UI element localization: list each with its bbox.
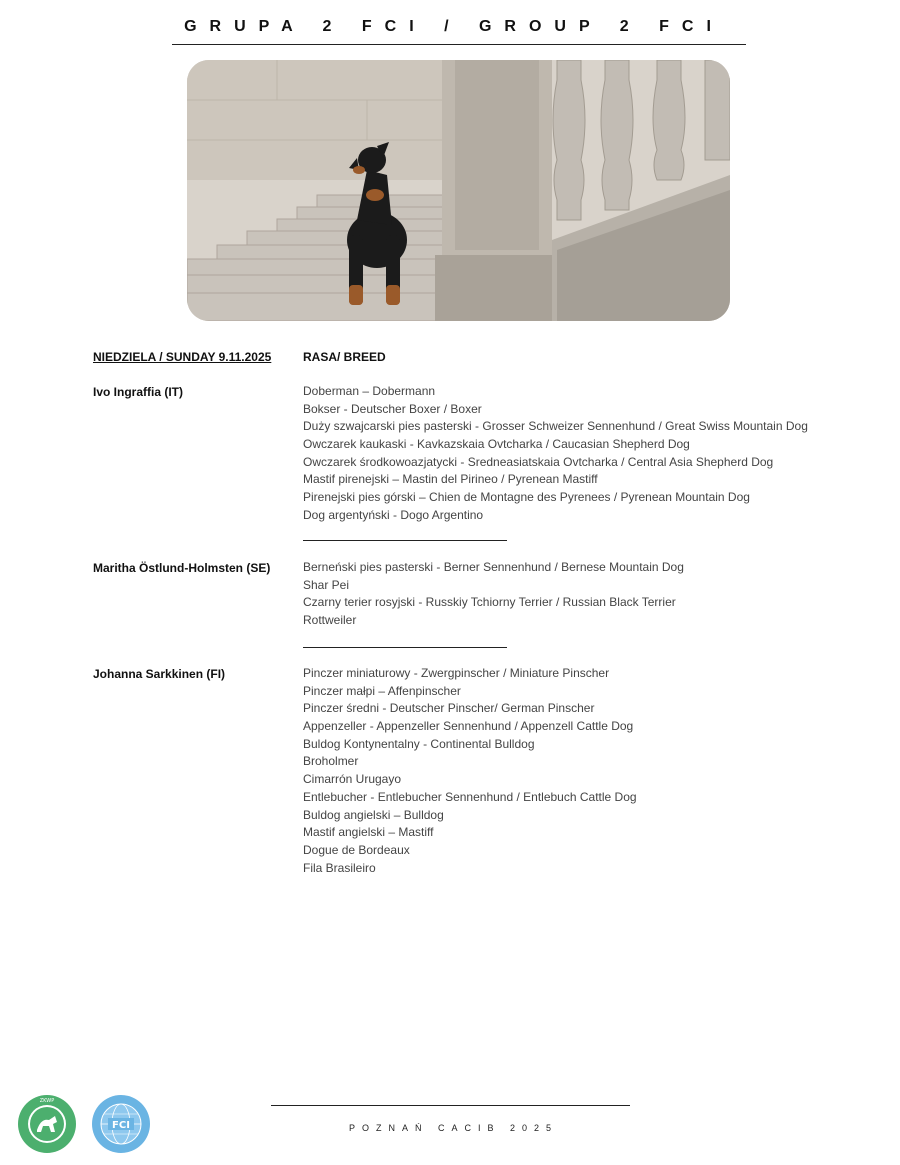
breed-item: Doberman – Dobermann xyxy=(303,384,436,398)
breed-item: Pinczer małpi – Affenpinscher xyxy=(303,683,461,698)
breed-item: Pinczer miniaturowy - Zwergpinscher / Miniature Pinscher xyxy=(303,666,610,680)
judge-name: Johanna Sarkkinen (FI) xyxy=(93,667,226,681)
breed-item: Czarny terier rosyjski - Russkiy Tchiorny Terrier / Russian Black Terrier xyxy=(303,595,676,610)
breed-item: Cimarrón Urugayo xyxy=(303,772,402,787)
breed-item: Pirenejski pies górski – Chien de Montagne des Pyrenees / Pyrenean Mountain Dog xyxy=(303,490,750,505)
breed-item: Dog argentyński - Dogo Argentino xyxy=(303,507,484,522)
breed-item: Shar Pei xyxy=(303,577,350,592)
section-divider xyxy=(303,647,507,648)
section-divider xyxy=(303,540,507,541)
doberman-photo xyxy=(187,60,730,321)
breed-item: Broholmer xyxy=(303,754,359,769)
judge-name: Ivo Ingraffia (IT) xyxy=(93,385,183,399)
page-title: GRUPA 2 FCI / GROUP 2 FCI xyxy=(184,18,724,35)
footer-rule xyxy=(271,1105,630,1106)
breed-item: Fila Brasileiro xyxy=(303,860,376,875)
schedule-date: NIEDZIELA / SUNDAY 9.11.2025 xyxy=(93,350,272,364)
title-underline xyxy=(172,44,746,45)
breed-list xyxy=(303,665,637,877)
breed-item: Owczarek środkowoazjatycki - Sredneasiatskaia Ovtcharka / Central Asia Shepherd Dog xyxy=(303,454,774,469)
breed-item: Pinczer średni - Deutscher Pinscher/ German Pinscher xyxy=(303,701,595,716)
breed-item: Appenzeller - Appenzeller Sennenhund / Appenzell Cattle Dog xyxy=(303,719,634,734)
breed-item: Buldog angielski – Bulldog xyxy=(303,807,444,822)
breed-list xyxy=(303,383,808,525)
breed-item: Owczarek kaukaski - Kavkazskaia Ovtcharka / Caucasian Shepherd Dog xyxy=(303,437,690,452)
footer-text: POZNAŃ CACIB 2025 xyxy=(348,1123,559,1133)
breed-item: Rottweiler xyxy=(303,613,357,628)
breed-item: Mastif angielski – Mastiff xyxy=(303,825,434,840)
svg-text:ZKWP: ZKWP xyxy=(39,1098,55,1104)
fci-logo-text: FCI xyxy=(112,1120,130,1131)
breed-list xyxy=(303,559,684,630)
breed-item: Berneński pies pasterski - Berner Sennenhund / Bernese Mountain Dog xyxy=(303,560,684,574)
breed-item: Mastif pirenejski – Mastin del Pirineo / Pyrenean Mastiff xyxy=(303,472,598,487)
breed-item: Bokser - Deutscher Boxer / Boxer xyxy=(303,401,482,416)
judge-name: Maritha Östlund-Holmsten (SE) xyxy=(93,561,271,575)
breed-item: Dogue de Bordeaux xyxy=(303,842,410,857)
breed-column-header: RASA/ BREED xyxy=(303,350,386,364)
breed-item: Entlebucher - Entlebucher Sennenhund / Entlebuch Cattle Dog xyxy=(303,789,637,804)
breed-item: Duży szwajcarski pies pasterski - Grosser Schweizer Sennenhund / Great Swiss Mountain Dog xyxy=(303,419,808,434)
breed-item: Buldog Kontynentalny - Continental Bulldog xyxy=(303,736,535,751)
